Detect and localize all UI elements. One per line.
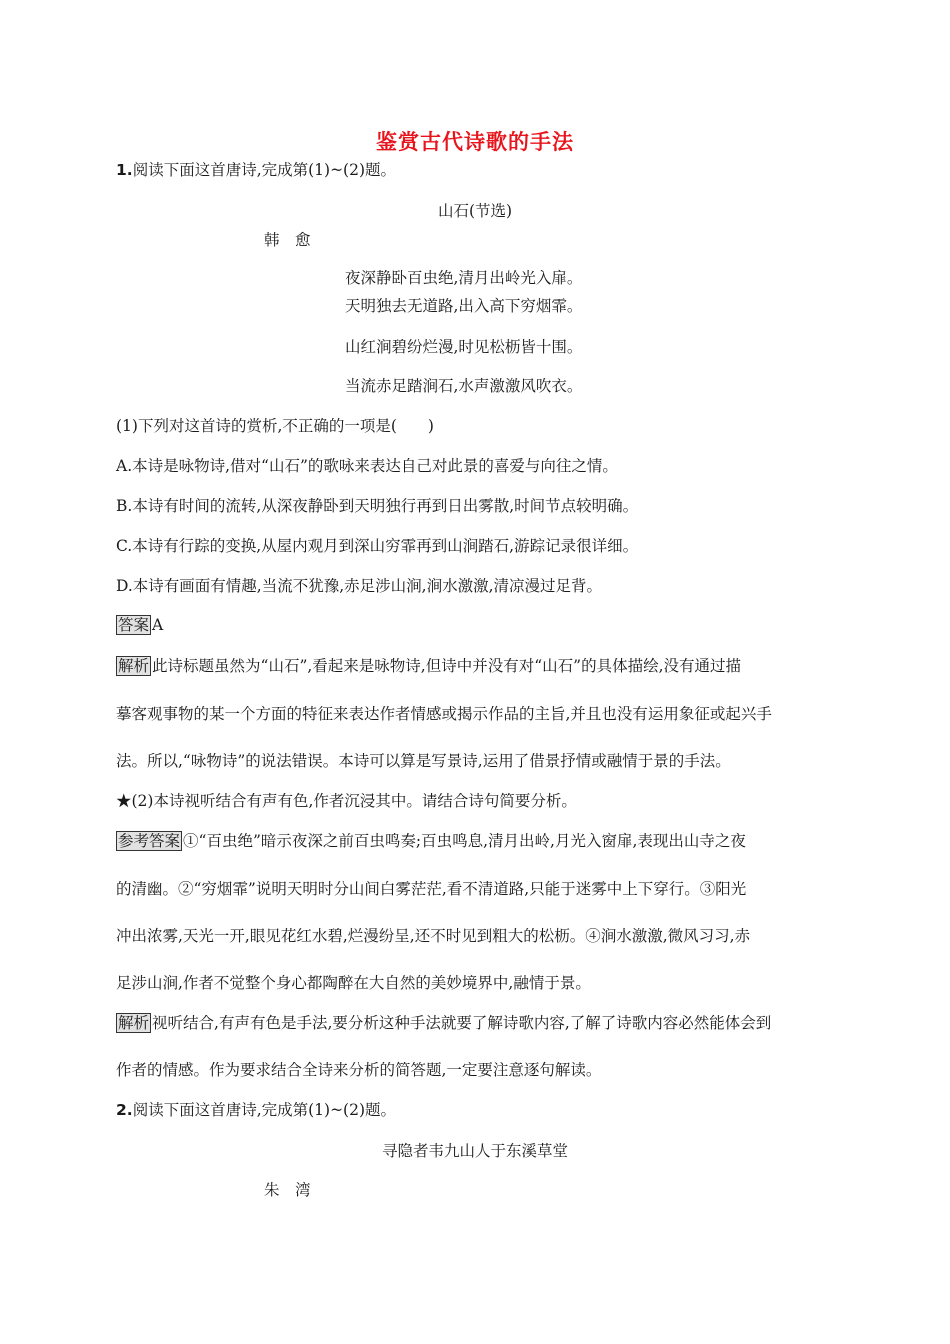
poem-title: 山石(节选) (437, 202, 513, 220)
reference-answer-label: 参考答案 (118, 832, 181, 850)
analysis-label: 解析 (118, 1014, 150, 1032)
analysis-label: 解析 (118, 657, 150, 675)
poem-line: 当流赤足踏涧石,水声激激风吹衣。 (345, 377, 583, 395)
sub-question-1: (1)下列对这首诗的赏析,不正确的一项是( ) (116, 417, 434, 435)
option-c: C.本诗有行踪的变换,从屋内观月到深山穷霏再到山涧踏石,游踪记录很详细。 (116, 537, 639, 555)
poem-line: 山红涧碧纷烂漫,时见松枥皆十围。 (345, 338, 583, 356)
reference-answer-line: 的清幽。②“穷烟霏”说明天明时分山间白雾茫茫,看不清道路,只能于迷雾中上下穿行。③阳光 (116, 880, 747, 898)
option-b: B.本诗有时间的流转,从深夜静卧到天明独行再到日出雾散,时间节点较明确。 (116, 497, 639, 515)
reference-answer-line (116, 831, 746, 851)
answer-label: 答案 (118, 616, 150, 634)
question-1-intro (116, 160, 396, 180)
question-number: 2. (116, 1101, 133, 1119)
question-2-intro (116, 1100, 396, 1120)
poem-line: 天明独去无道路,出入高下穷烟霏。 (345, 297, 583, 315)
option-a: A.本诗是咏物诗,借对“山石”的歌咏来表达自己对此景的喜爱与向往之情。 (116, 457, 618, 475)
poem-line: 夜深静卧百虫绝,清月出岭光入扉。 (345, 269, 583, 287)
sub-question-2: ★(2)本诗视听结合有声有色,作者沉浸其中。请结合诗句简要分析。 (116, 792, 577, 810)
analysis-line: 摹客观事物的某一个方面的特征来表达作者情感或揭示作品的主旨,并且也没有运用象征或起兴手 (116, 705, 772, 723)
answer-row (116, 615, 163, 635)
question-number: 1. (116, 161, 133, 179)
poem-title: 寻隐者韦九山人于东溪草堂 (381, 1142, 568, 1160)
question-intro-text: 阅读下面这首唐诗,完成第(1)~(2)题。 (132, 161, 397, 179)
analysis-line (116, 1013, 771, 1033)
analysis-text: 视听结合,有声有色是手法,要分析这种手法就要了解诗歌内容,了解了诗歌内容必然能体会到 (152, 1014, 772, 1032)
option-d: D.本诗有画面有情趣,当流不犹豫,赤足涉山涧,涧水激激,清凉漫过足背。 (116, 577, 603, 595)
analysis-line (116, 656, 741, 676)
analysis-line: 法。所以,“咏物诗”的说法错误。本诗可以算是写景诗,运用了借景抒情或融情于景的手法。 (116, 752, 731, 770)
question-intro-text: 阅读下面这首唐诗,完成第(1)~(2)题。 (132, 1101, 397, 1119)
reference-answer-text: ①“百虫绝”暗示夜深之前百虫鸣奏;百虫鸣息,清月出岭,月光入窗扉,表现出山寺之夜 (183, 832, 746, 850)
reference-answer-line: 足涉山涧,作者不觉整个身心都陶醉在大自然的美妙境界中,融情于景。 (116, 974, 591, 992)
reference-answer-line: 冲出浓雾,天光一开,眼见花红水碧,烂漫纷呈,还不时见到粗大的松枥。④涧水激激,微风习习,赤 (116, 927, 751, 945)
poem-author: 韩 愈 (264, 231, 311, 249)
analysis-text: 此诗标题虽然为“山石”,看起来是咏物诗,但诗中并没有对“山石”的具体描绘,没有通过描 (152, 657, 741, 675)
page-title: 鉴赏古代诗歌的手法 (376, 130, 574, 154)
analysis-line: 作者的情感。作为要求结合全诗来分析的简答题,一定要注意逐句解读。 (116, 1061, 602, 1079)
poem-author: 朱 湾 (264, 1181, 311, 1199)
answer-value: A (152, 616, 164, 634)
